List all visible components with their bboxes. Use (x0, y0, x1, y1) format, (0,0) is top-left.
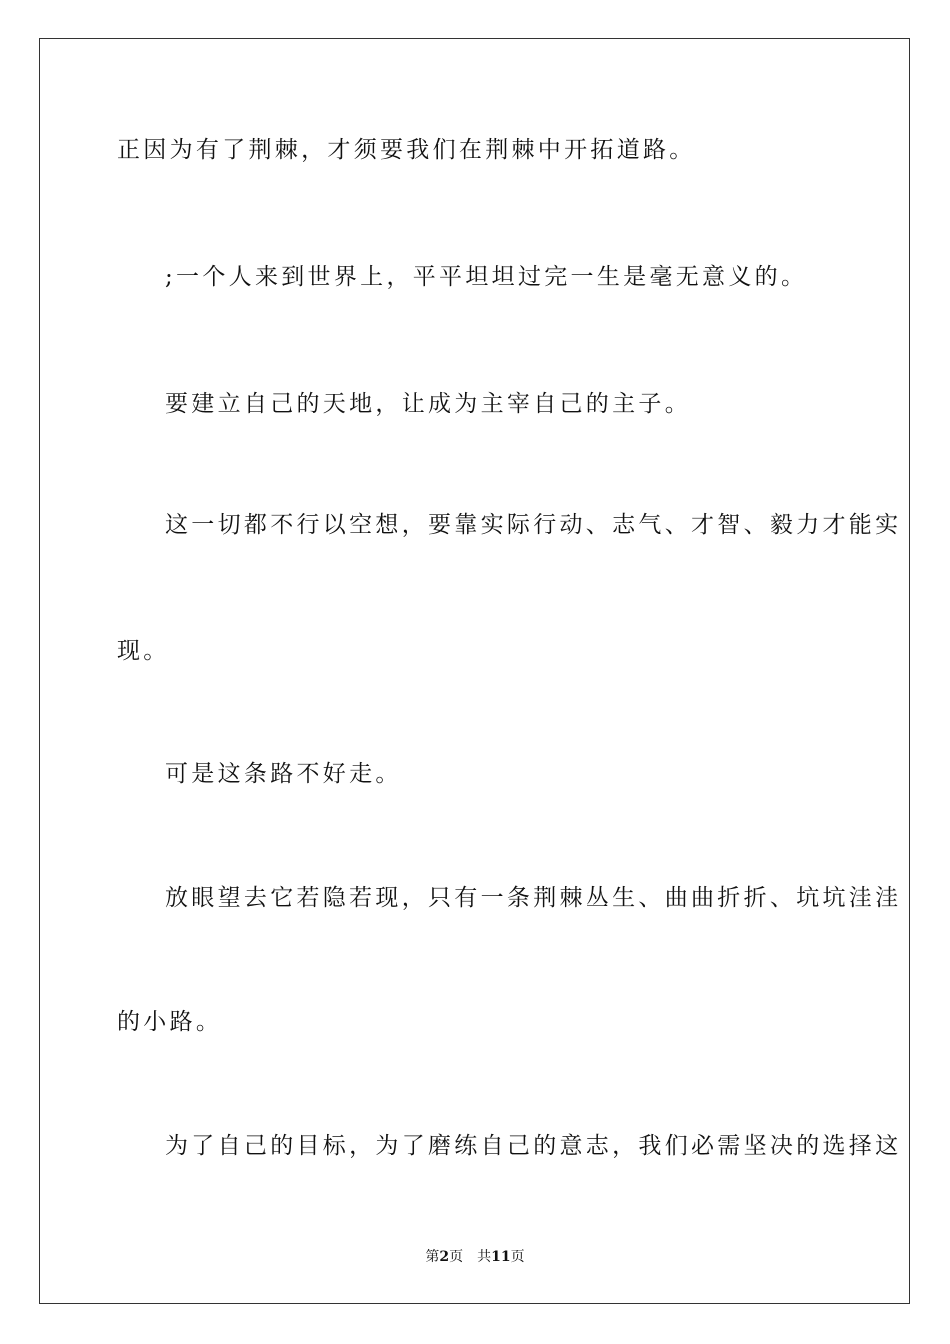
text-line: 要建立自己的天地，让成为主宰自己的主子。 (165, 391, 691, 417)
text-line: ;一个人来到世界上，平平坦坦过完一生是毫无意义的。 (165, 264, 808, 290)
text-line: 现。 (117, 638, 170, 664)
total-suffix: 页 (510, 1249, 525, 1265)
page-total-count: 11 (491, 1249, 511, 1265)
text-line: 为了自己的目标，为了磨练自己的意志，我们必需坚决的选择这 (165, 1133, 902, 1159)
page-number (425, 1249, 463, 1265)
text-line: 的小路。 (117, 1009, 223, 1035)
page-prefix: 第 (425, 1249, 440, 1265)
page-current: 2 (439, 1249, 450, 1265)
page-footer (0, 1248, 950, 1266)
text-line: 正因为有了荆棘，才须要我们在荆棘中开拓道路。 (117, 137, 696, 163)
page-border (39, 38, 910, 1304)
page-total (477, 1249, 524, 1265)
text-line: 可是这条路不好走。 (165, 761, 402, 787)
total-prefix: 共 (477, 1249, 492, 1265)
text-line: 放眼望去它若隐若现，只有一条荆棘丛生、曲曲折折、坑坑洼洼 (165, 885, 902, 911)
text-line: 这一切都不行以空想，要靠实际行动、志气、才智、毅力才能实 (165, 512, 902, 538)
page-suffix: 页 (449, 1249, 464, 1265)
